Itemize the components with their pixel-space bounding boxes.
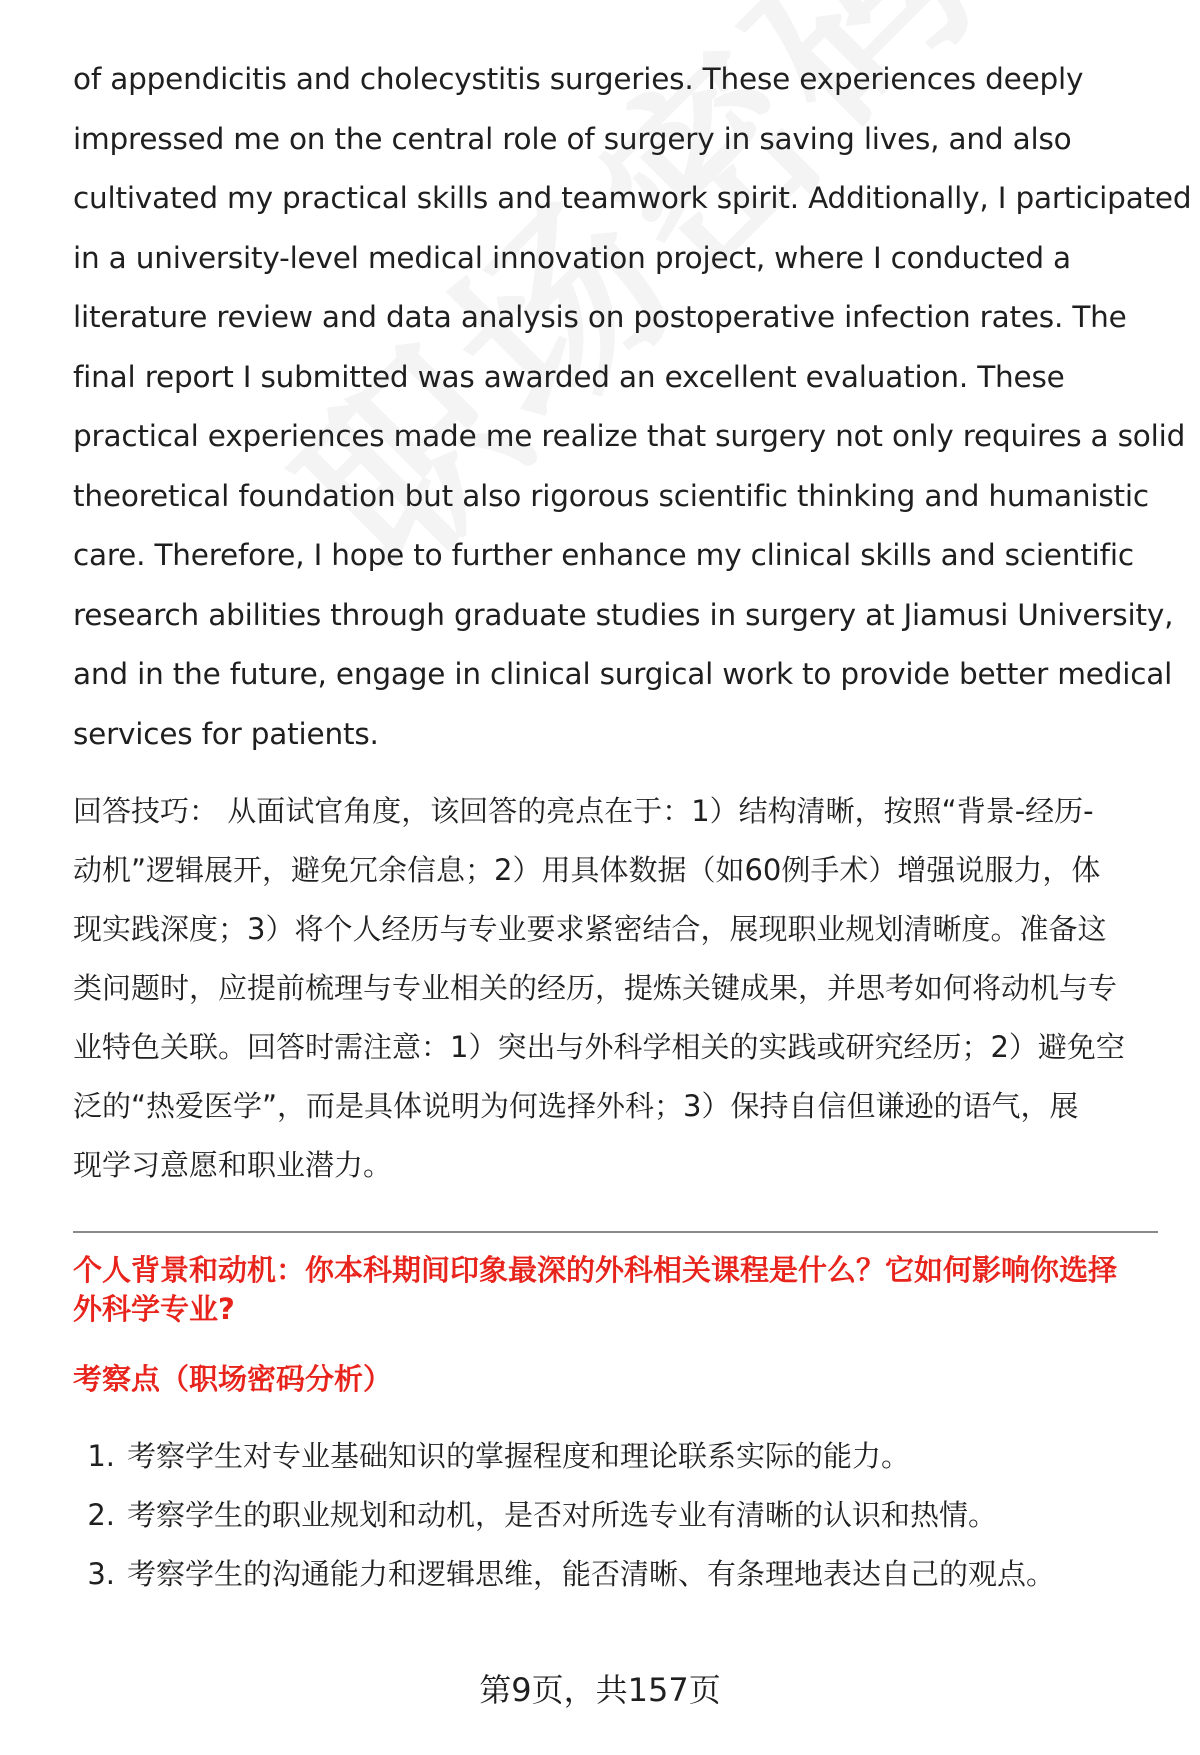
list-number: 3. xyxy=(87,1557,115,1591)
text-line: in a university-level medical innovation project, where I conducted a xyxy=(73,240,1071,275)
text-line: services for patients. xyxy=(73,716,379,751)
text-line: 回答技巧： 从面试官角度，该回答的亮点在于：1）结构清晰，按照“背景-经历- xyxy=(73,794,1094,828)
text-line: cultivated my practical skills and teamwork spirit. Additionally, I participated xyxy=(73,181,1192,215)
focus-list xyxy=(73,1427,1158,1604)
text-line: 现实践深度；3）将个人经历与专业要求紧密结合，展现职业规划清晰度。准备这 xyxy=(73,912,1107,946)
text-line: literature review and data analysis on postoperative infection rates. The xyxy=(73,300,1127,334)
list-number: 2. xyxy=(87,1498,115,1532)
section-divider xyxy=(73,1231,1158,1233)
list-number: 1. xyxy=(87,1439,115,1473)
question-heading xyxy=(73,1251,1158,1329)
text-line: 业特色关联。回答时需注意：1）突出与外科学相关的实践或研究经历；2）避免空 xyxy=(73,1030,1125,1064)
list-item-text: 考察学生的职业规划和动机，是否对所选专业有清晰的认识和热情。 xyxy=(127,1498,998,1532)
answer-tips-paragraph xyxy=(73,782,1158,1195)
text-line: final report I submitted was awarded an excellent evaluation. These xyxy=(73,359,1065,394)
list-item-text: 考察学生的沟通能力和逻辑思维，能否清晰、有条理地表达自己的观点。 xyxy=(127,1557,1056,1591)
text-line: of appendicitis and cholecystitis surgeries. These experiences deeply xyxy=(73,62,1084,96)
text-line: and in the future, engage in clinical surgical work to provide better medical xyxy=(73,657,1173,691)
text-line: 泛的“热爱医学”，而是具体说明为何选择外科；3）保持自信但谦逊的语气，展 xyxy=(73,1089,1079,1123)
text-line: research abilities through graduate studies in surgery at Jiamusi University, xyxy=(73,597,1174,632)
document-body xyxy=(73,50,1192,1604)
text-line: 类问题时，应提前梳理与专业相关的经历，提炼关键成果，并思考如何将动机与专 xyxy=(73,971,1118,1005)
list-item xyxy=(73,1427,1158,1486)
list-item xyxy=(73,1486,1158,1545)
text-line: practical experiences made me realize that surgery not only requires a solid xyxy=(73,419,1186,453)
heading-line: 外科学专业? xyxy=(73,1292,235,1326)
page-footer: 第9页，共157页 xyxy=(479,1671,721,1709)
focus-heading: 考察点（职场密码分析） xyxy=(73,1362,393,1396)
text-line: 动机”逻辑展开，避免冗余信息；2）用具体数据（如60例手术）增强说服力，体 xyxy=(73,853,1101,887)
list-item xyxy=(73,1545,1158,1604)
answer-paragraph xyxy=(73,50,1192,764)
text-line: theoretical foundation but also rigorous scientific thinking and humanistic xyxy=(73,478,1149,513)
text-line: 现学习意愿和职业潜力。 xyxy=(73,1148,393,1182)
list-item-text: 考察学生对专业基础知识的掌握程度和理论联系实际的能力。 xyxy=(127,1439,911,1473)
heading-line: 个人背景和动机：你本科期间印象最深的外科相关课程是什么？它如何影响你选择 xyxy=(73,1253,1118,1287)
text-line: care. Therefore, I hope to further enhance my clinical skills and scientific xyxy=(73,538,1134,572)
text-line: impressed me on the central role of surgery in saving lives, and also xyxy=(73,121,1072,156)
